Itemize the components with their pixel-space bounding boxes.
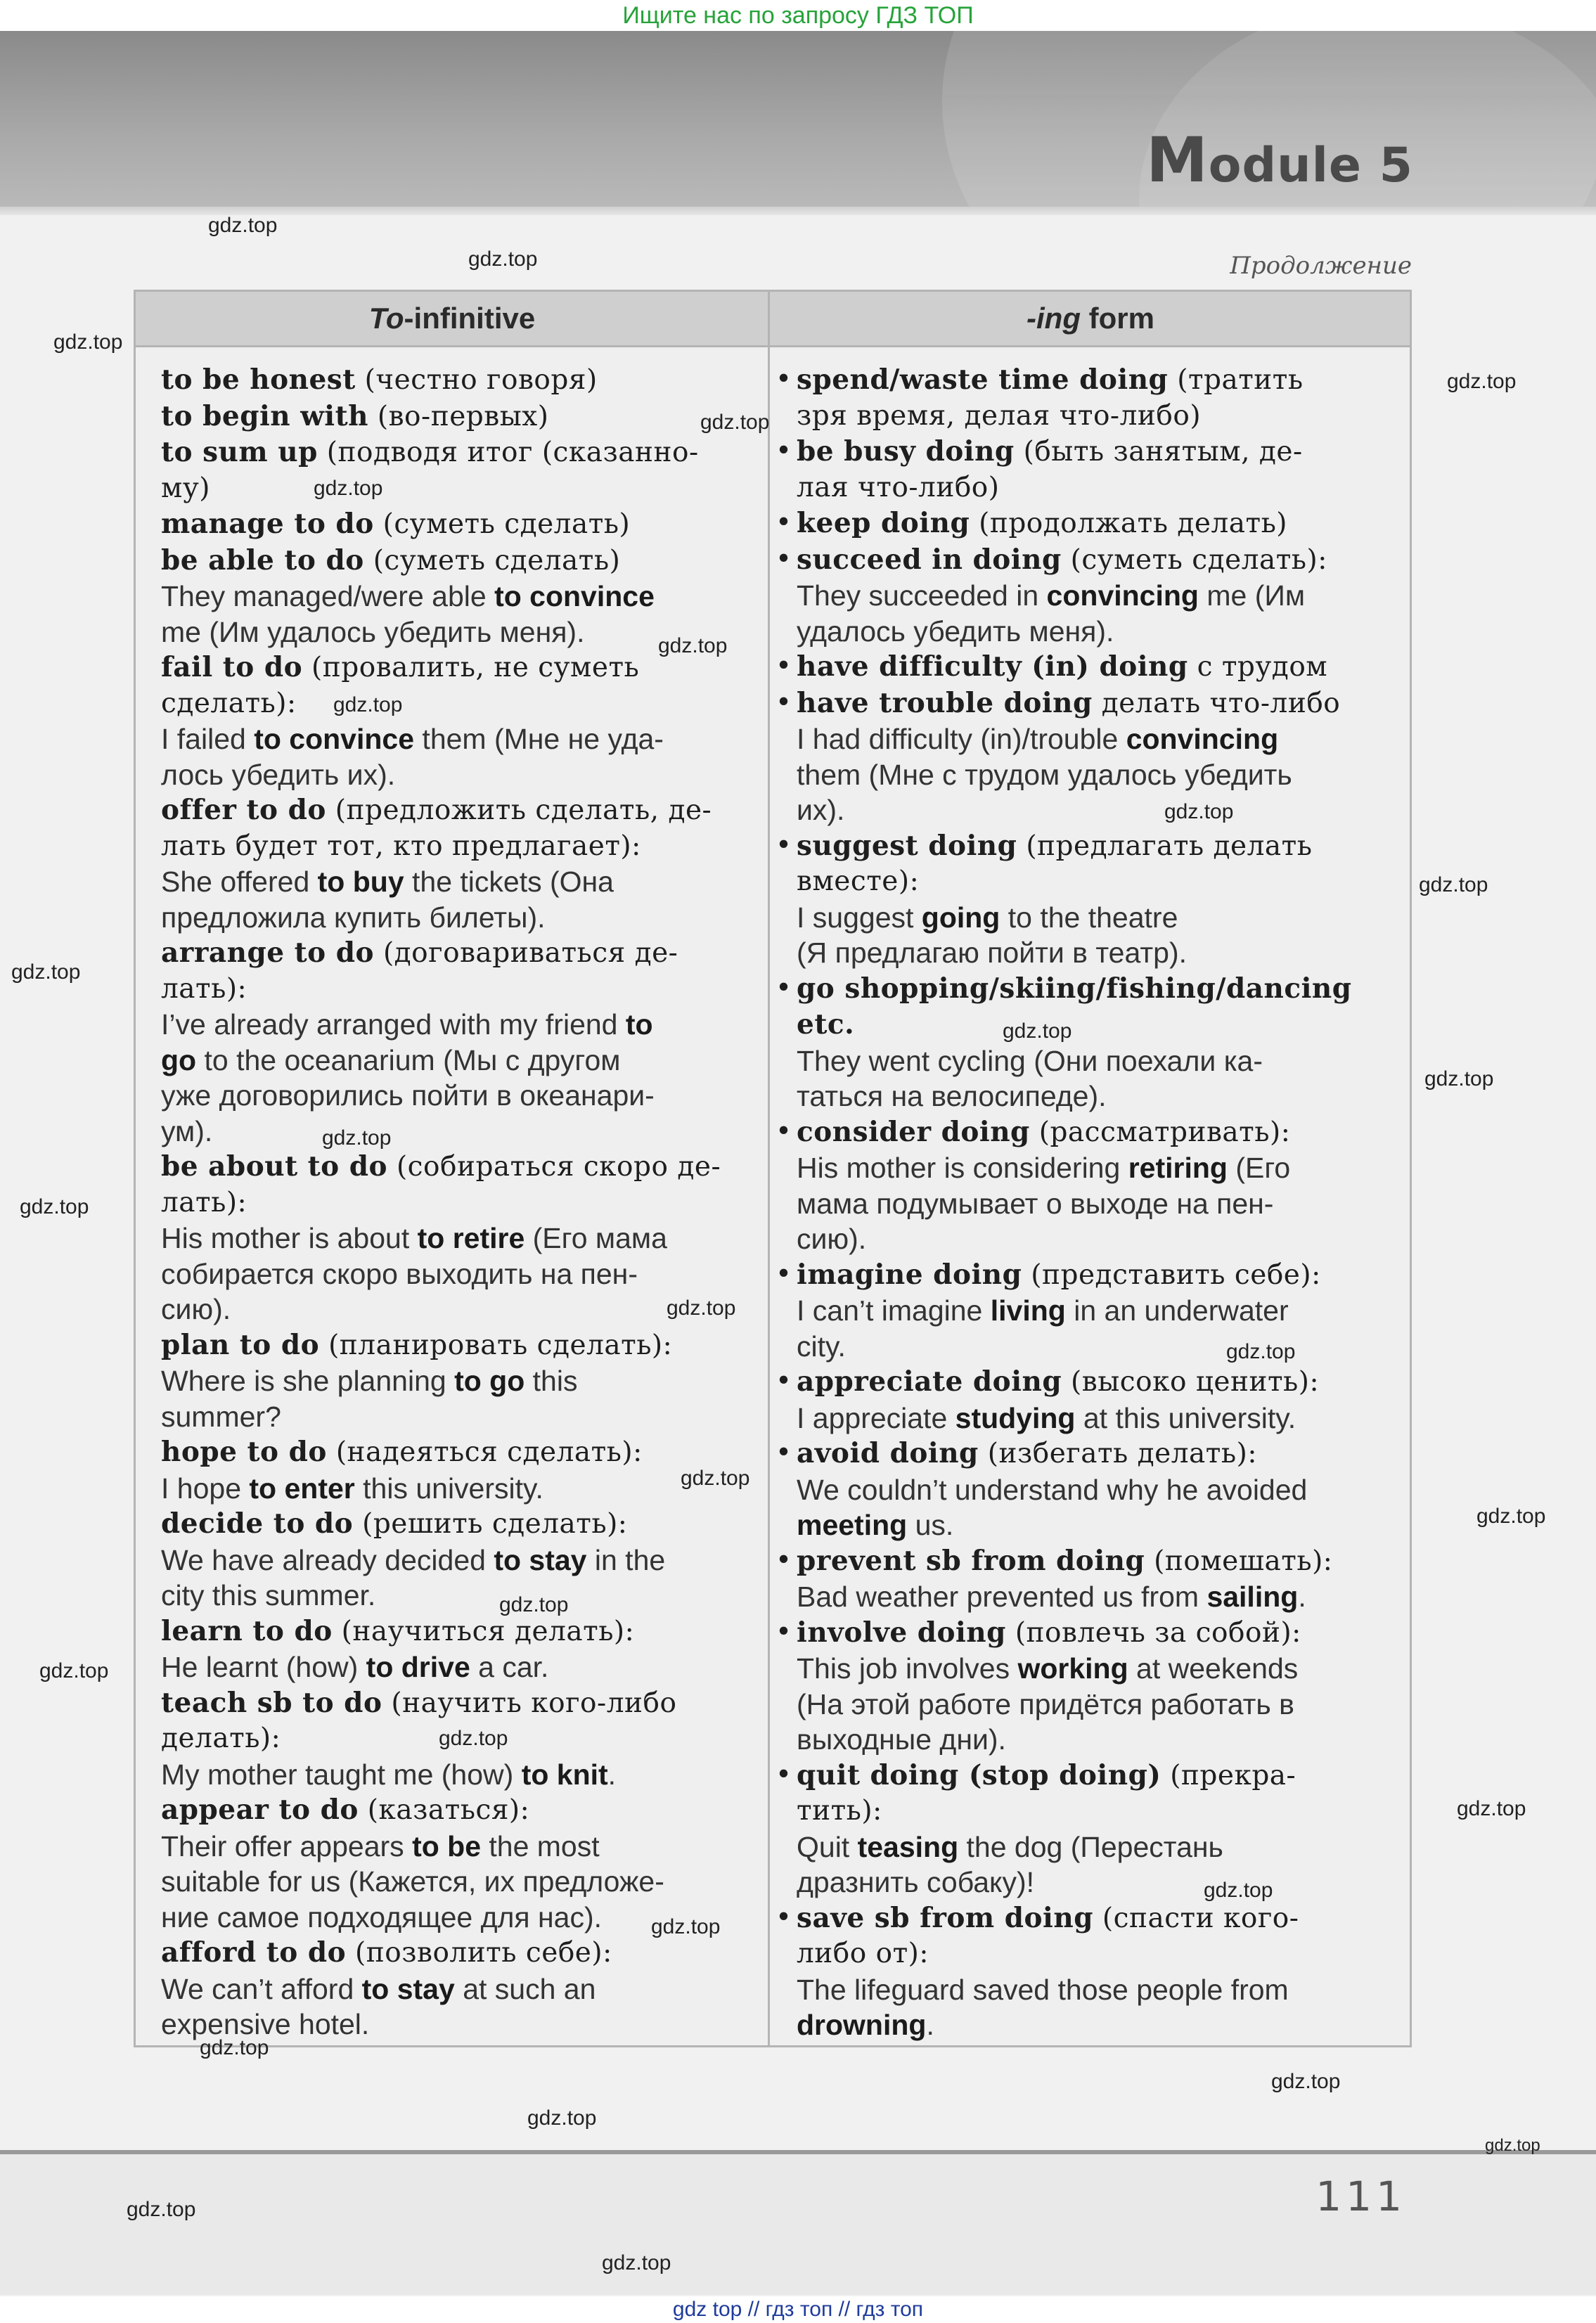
entry-line: • suggest doing (предлагать делать [797, 828, 1387, 865]
watermark: gdz.top [667, 1296, 736, 1320]
entry-line: to begin with (во-первых) [161, 399, 549, 432]
page-header [0, 31, 1596, 207]
watermark: gdz.top [1003, 1019, 1072, 1043]
watermark: gdz.top [499, 1593, 569, 1616]
ing-form-column [797, 362, 1387, 2043]
entry-line: fail to do (провалить, не суметь [161, 651, 640, 683]
continued-label: Продолжение [1230, 252, 1412, 280]
example-line: Where is she planning to go this [161, 1365, 578, 1397]
watermark: gdz.top [314, 477, 383, 500]
example-line: I can’t imagine living in an underwater [797, 1294, 1289, 1327]
entry-line: лать): [161, 1186, 247, 1218]
top-banner[interactable]: Ищите нас по запросу ГДЗ ТОП [0, 0, 1596, 31]
entry-line: • have difficulty (in) doing с трудом [797, 649, 1387, 686]
example-line: (Я предлагаю пойти в театр). [797, 937, 1188, 969]
example-line: city. [797, 1330, 846, 1363]
example-line: them (Мне с трудом удалось убедить [797, 758, 1292, 791]
entry-line: teach sb to do (научить кого-либо [161, 1686, 677, 1719]
entry-line: be about to do (собираться скоро де- [161, 1150, 721, 1183]
example-line: мама подумывает о выходе на пен- [797, 1187, 1274, 1220]
entry-line: be able to do (суметь сделать) [161, 543, 621, 577]
example-line: They succeeded in convincing me (Им [797, 579, 1306, 612]
module-title: Module 5 [1146, 124, 1413, 196]
entry-line: hope to do (надеяться сделать): [161, 1436, 643, 1468]
example-line: meeting us. [797, 1509, 954, 1541]
watermark: gdz.top [1476, 1505, 1546, 1528]
entry-line: вместе): [797, 866, 920, 897]
example-line: go to the oceanarium (Мы с другом [161, 1043, 621, 1076]
example-line: (На этой работе придётся работать в [797, 1687, 1294, 1720]
entry-line: лать): [161, 972, 247, 1005]
entry-line: • succeed in doing (суметь сделать): [797, 542, 1387, 579]
example-line: city this summer. [161, 1579, 376, 1611]
entry-line: plan to do (планировать сделать): [161, 1328, 673, 1361]
example-line: таться на велосипеде). [797, 1080, 1107, 1112]
entry-line: • prevent sb from doing (помешать): [797, 1543, 1387, 1580]
entry-line: to be honest (честно говоря) [161, 363, 598, 396]
example-line: summer? [161, 1400, 281, 1433]
entry-line: либо от): [797, 1938, 929, 1969]
entry-line: decide to do (решить сделать): [161, 1507, 628, 1540]
entry-line: to sum up (подводя итог (сказанно- [161, 436, 699, 468]
example-line: They went cycling (Они поехали ка- [797, 1044, 1263, 1077]
example-line: drowning. [797, 2009, 934, 2041]
watermark: gdz.top [1204, 1879, 1273, 1902]
watermark: gdz.top [322, 1126, 392, 1150]
example-line: предложила купить билеты). [161, 901, 546, 934]
entry-line: arrange to do (договариваться де- [161, 937, 678, 969]
example-line: My mother taught me (how) to knit. [161, 1758, 617, 1791]
example-line: He learnt (how) to drive a car. [161, 1651, 549, 1683]
example-line: We have already decided to stay in the [161, 1543, 666, 1576]
entry-line: learn to do (научиться делать): [161, 1614, 635, 1647]
watermark: gdz.top [1424, 1067, 1494, 1090]
example-line: ние самое подходящее для нас). [161, 1900, 603, 1933]
entry-line: • involve doing (повлечь за собой): [797, 1615, 1387, 1652]
example-line: сию). [797, 1223, 867, 1255]
example-line: выходные дни). [797, 1723, 1006, 1756]
watermark: gdz.top [1164, 800, 1234, 823]
example-line: их). [797, 794, 845, 826]
watermark: gdz.top [127, 2198, 196, 2221]
example-line: She offered to buy the tickets (Она [161, 866, 614, 898]
entry-line: appear to do (казаться): [161, 1794, 530, 1826]
watermark: gdz.top [1457, 1797, 1526, 1820]
example-line: I suggest going to the theatre [797, 901, 1178, 934]
watermark: gdz.top [1271, 2070, 1341, 2093]
entry-line: зря время, делая что-либо) [797, 399, 1202, 432]
watermark: gdz.top [700, 411, 770, 434]
example-line: This job involves working at weekends [797, 1652, 1299, 1685]
watermark: gdz.top [527, 2106, 597, 2130]
example-line: The lifeguard saved those people from [797, 1973, 1289, 2006]
watermark: gdz.top [200, 2036, 269, 2059]
watermark: gdz.top [333, 693, 403, 716]
entry-line: лая что-либо) [797, 471, 1000, 503]
watermark: gdz.top [439, 1727, 508, 1750]
example-line: уже договорились пойти в океанари- [161, 1079, 655, 1112]
col1-header: To-infinitive [368, 302, 536, 335]
example-line: Quit teasing the dog (Перестань [797, 1830, 1223, 1863]
entry-line: му) [161, 472, 210, 504]
example-line: expensive hotel. [161, 2008, 370, 2040]
watermark: gdz.top [651, 1915, 721, 1938]
entry-line: • consider doing (рассматривать): [797, 1114, 1387, 1151]
entry-line: тить): [797, 1795, 882, 1827]
example-line: I hope to enter this university. [161, 1472, 543, 1505]
entry-line: делать): [161, 1723, 281, 1754]
entry-line: etc. [797, 1008, 855, 1041]
example-line: Bad weather prevented us from sailing. [797, 1581, 1306, 1613]
bottom-links[interactable]: gdz top // гдз топ // гдз топ [0, 2296, 1596, 2323]
example-line: suitable for us (Кажется, их предложе- [161, 1865, 664, 1898]
example-line: They managed/were able to convince [161, 580, 655, 612]
watermark: gdz.top [1226, 1340, 1296, 1363]
page-number: 111 [1315, 2173, 1406, 2220]
entry-line: manage to do (суметь сделать) [161, 508, 631, 540]
entry-line: • appreciate doing (высоко ценить): [797, 1364, 1387, 1401]
watermark: gdz.top [602, 2251, 671, 2274]
example-line: дразнить собаку)! [797, 1866, 1034, 1898]
watermark: gdz.top [208, 214, 278, 237]
column-divider [768, 292, 770, 2045]
entry-line: afford to do (позволить себе): [161, 1936, 612, 1969]
watermark: gdz.top [468, 247, 538, 271]
entry-line: • save sb from doing (спасти кого- [797, 1900, 1387, 1937]
watermark: gdz.top [1447, 370, 1517, 393]
example-line: Their offer appears to be the most [161, 1829, 600, 1862]
entry-line: сделать): [161, 687, 297, 719]
example-line: собирается скоро выходить на пен- [161, 1257, 638, 1290]
entry-line: • imagine doing (представить себе): [797, 1257, 1387, 1294]
entry-line: • be busy doing (быть занятым, де- [797, 434, 1387, 470]
example-line: I had difficulty (in)/trouble convincing [797, 723, 1279, 755]
entry-line: • go shopping/skiing/fishing/dancing [797, 971, 1387, 1008]
entry-line: offer to do (предложить сделать, де- [161, 794, 712, 826]
example-line: I’ve already arranged with my friend to [161, 1008, 653, 1041]
watermark: gdz.top [11, 960, 81, 984]
example-line: His mother is about to retire (Его мама [161, 1222, 667, 1254]
example-line: His mother is considering retiring (Его [797, 1152, 1291, 1184]
to-infinitive-column [161, 362, 752, 2042]
example-line: me (Им удалось убедить меня). [161, 615, 585, 648]
example-line: I failed to convince them (Мне не уда- [161, 723, 664, 755]
example-line: I appreciate studying at this university. [797, 1401, 1296, 1434]
example-line: ум). [161, 1114, 213, 1147]
entry-line: • avoid doing (избегать делать): [797, 1436, 1387, 1472]
grammar-table [134, 290, 1412, 2047]
example-line: удалось убедить меня). [797, 614, 1114, 648]
entry-line: лать будет тот, кто предлагает): [161, 830, 641, 862]
watermark: gdz.top [1419, 873, 1488, 896]
watermark: gdz.top [39, 1659, 109, 1682]
col2-header: -ing form [1027, 302, 1154, 335]
watermark: gdz.top [53, 330, 123, 354]
entry-line: • spend/waste time doing (тратить [797, 362, 1387, 399]
example-line: We couldn’t understand why he avoided [797, 1473, 1308, 1506]
watermark: gdz.top [681, 1467, 750, 1490]
watermark: gdz.top [658, 634, 728, 657]
entry-line: • keep doing (продолжать делать) [797, 506, 1387, 542]
table-header [136, 292, 1410, 347]
entry-line: • have trouble doing делать что-либо [797, 686, 1387, 722]
example-line: сию). [161, 1293, 231, 1325]
watermark: gdz.top [20, 1195, 89, 1218]
example-line: лось убедить их). [161, 758, 396, 791]
example-line: We can’t afford to stay at such an [161, 1972, 596, 2005]
entry-line: • quit doing (stop doing) (прекра- [797, 1758, 1387, 1794]
watermark: gdz.top [1485, 2136, 1540, 2155]
